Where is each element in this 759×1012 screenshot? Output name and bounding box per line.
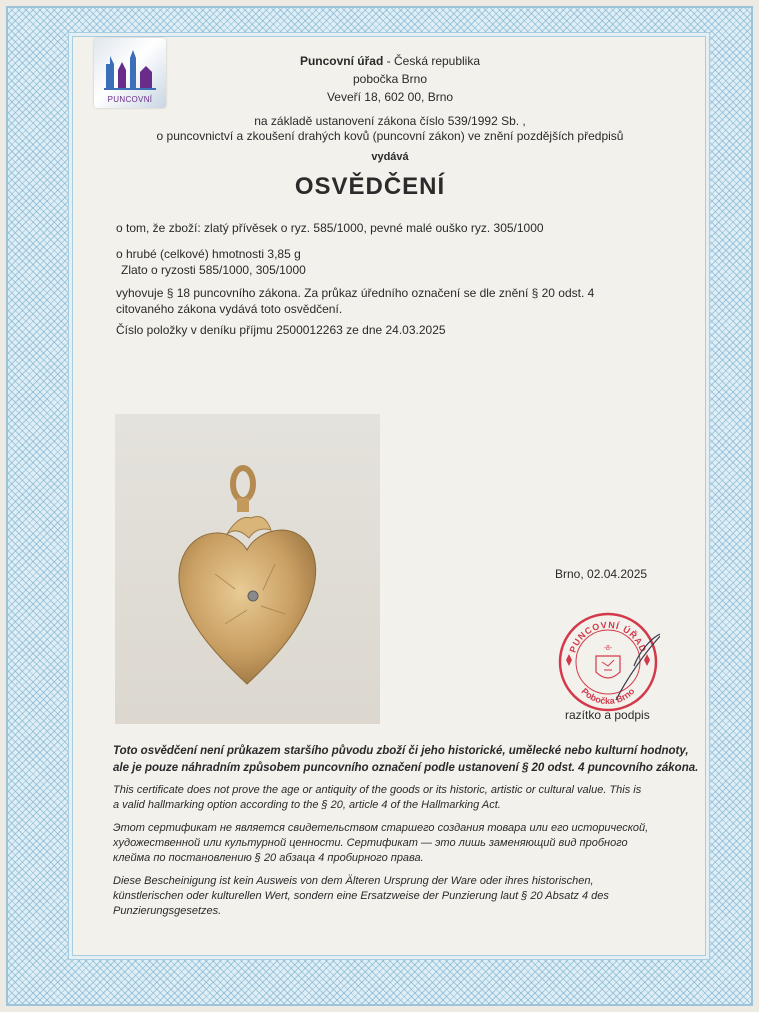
disclaimer-cz-line-2: ale je pouze náhradním způsobem puncovního označení podle ustanovení § 20 odst. 4 puncovního zákona. bbox=[113, 762, 699, 774]
disclaimer-de-line-2: künstlerischen oder kulturellen Wert, sondern eine Ersatzweise der Punzierung laut § 20 Absatz 4 des bbox=[113, 890, 609, 902]
issuer-branch: pobočka Brno bbox=[352, 72, 428, 86]
issues-label: vydává bbox=[371, 151, 409, 163]
disclaimer-de-line-3: Punzierungsgesetzes. bbox=[113, 905, 222, 917]
stamp-bottom-text: Pobočka Brno bbox=[579, 686, 637, 707]
disclaimer-en-line-1: This certificate does not prove the age or antiquity of the goods or its historic, artistic or cultural value. This is bbox=[113, 784, 642, 796]
stamp-center-text: -8- bbox=[603, 645, 613, 652]
item-description: o tom, že zboží: zlatý přívěsek o ryz. 585/1000, pevné malé ouško ryz. 305/1000 bbox=[116, 221, 544, 235]
disclaimer-de-line-1: Diese Bescheinigung ist kein Ausweis von dem Älteren Ursprung der Ware oder ihres historischen, bbox=[113, 875, 594, 887]
law-reference-line-1: na základě ustanovení zákona číslo 539/1992 Sb. , bbox=[254, 114, 526, 128]
logo-caption: PUNCOVNÍ bbox=[107, 95, 153, 104]
disclaimer-ru-line-2: художественной или культурной ценности. Сертификат — это лишь заменяющий вид пробного bbox=[113, 837, 628, 849]
certificate-title: OSVĚDČENÍ bbox=[294, 173, 446, 200]
issuer-country: - Česká republika bbox=[383, 54, 481, 68]
heart-pendant-image bbox=[115, 414, 380, 724]
svg-text:Pobočka Brno bbox=[579, 686, 636, 706]
law-reference-line-2: o puncovnictví a zkoušení drahých kovů (puncovní zákon) ve znění pozdějších předpisů bbox=[156, 129, 624, 143]
official-stamp bbox=[556, 610, 660, 714]
pendant-photo bbox=[115, 414, 380, 724]
stamp-inner-ring bbox=[576, 630, 640, 694]
disclaimer-ru-line-3: клейма по постановлению § 20 абзаца 4 пробирного права. bbox=[113, 852, 424, 864]
item-weight: o hrubé (celkové) hmotnosti 3,85 g bbox=[116, 247, 301, 261]
issuer-address: Veveří 18, 602 00, Brno bbox=[326, 90, 454, 104]
disclaimer-ru-line-1: Этот сертификат не является свидетельством старшего создания товара или его исторической, bbox=[113, 822, 649, 834]
disclaimer-en-line-2: a valid hallmarking option according to the § 20, article 4 of the Hallmarking Act. bbox=[113, 799, 501, 811]
gold-fineness: Zlato o ryzosti 585/1000, 305/1000 bbox=[121, 263, 306, 277]
record-number: Číslo položky v deníku příjmu 2500012263 ze dne 24.03.2025 bbox=[116, 323, 446, 337]
stamp-top-text: PUNCOVNÍ ÚŘAD bbox=[567, 619, 649, 654]
signature-label: razítko a podpis bbox=[565, 708, 650, 722]
issuer-office: Puncovní úřad bbox=[299, 54, 384, 68]
stamp-shield-icon bbox=[596, 656, 620, 678]
stamp-lion-icon bbox=[602, 660, 614, 670]
compliance-line-2: citovaného zákona vydává toto osvědčení. bbox=[116, 302, 343, 316]
compliance-line-1: vyhovuje § 18 puncovního zákona. Za průkaz úředního označení se dle znění § 20 odst. 4 bbox=[116, 286, 595, 300]
issuer-line bbox=[150, 53, 630, 70]
disclaimer-cz-line-1: Toto osvědčení není průkazem staršího původu zboží či jeho historické, umělecké nebo kulturní hodnoty, bbox=[113, 745, 689, 757]
place-and-date: Brno, 02.04.2025 bbox=[555, 567, 648, 581]
